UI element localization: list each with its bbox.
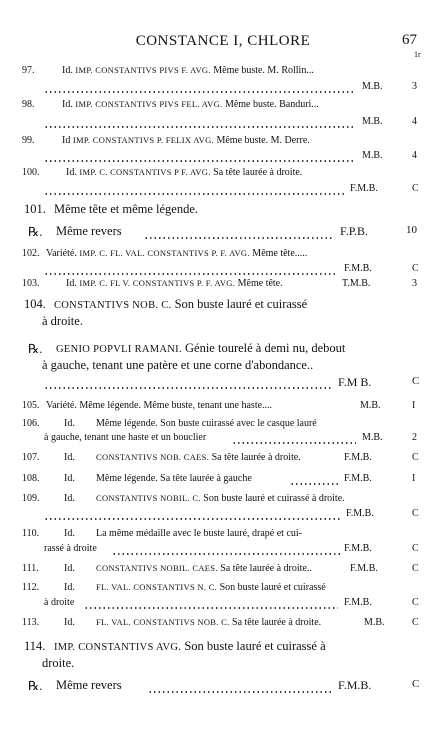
entry-109 xyxy=(0,493,446,507)
entry-text-continued: rassé à droite xyxy=(44,543,97,554)
page-number: 67 xyxy=(402,32,417,48)
entry-rarity: I xyxy=(412,400,416,411)
reverse-104-cont xyxy=(0,358,446,376)
coin-legend: FL. VAL. CONSTANTIVS N. C. xyxy=(96,582,218,592)
entry-107 xyxy=(0,452,446,466)
entry-text-continued: à droite. xyxy=(42,314,83,328)
entry-value: F.M.B. xyxy=(350,183,378,194)
entry-text: Id. IMP. C. CONSTANTIVS P F. AVG. Sa tête laurée à droite. xyxy=(66,167,303,178)
entry-rarity: C xyxy=(412,263,419,274)
coin-legend: IMP. C. CONSTANTIVS P F. AVG. xyxy=(79,167,211,177)
entry-text: FL. VAL. CONSTANTIVS NOB. C. Sa tête laurée à droite. xyxy=(96,617,322,628)
entry-rarity: C xyxy=(412,375,420,387)
entry-110-cont xyxy=(0,543,446,557)
entry-109-value-line xyxy=(0,508,446,522)
entry-text: Même revers xyxy=(56,678,122,692)
coin-legend: FL. VAL. CONSTANTIVS NOB. C. xyxy=(96,617,230,627)
entry-id: Id. xyxy=(64,563,75,574)
entry-97-value-line xyxy=(0,81,446,95)
entry-text: Id. IMP. CONSTANTIVS PIVS FEL. AVG. Même buste. Banduri... xyxy=(62,99,319,110)
entry-rarity: C xyxy=(412,452,419,463)
entry-112-cont xyxy=(0,597,446,611)
dot-leader xyxy=(144,237,334,239)
entry-value: F.P.B. xyxy=(340,224,369,238)
entry-id: Id. xyxy=(64,582,75,593)
entry-value: F.M.B. xyxy=(344,597,372,608)
coin-legend: IMP. CONSTANTIVS P. FELIX AVG. xyxy=(72,135,214,145)
entry-text: Même revers xyxy=(56,224,122,238)
entry-text: GENIO POPVLI RAMANI. Génie tourelé à demi nu, debout xyxy=(56,341,346,355)
coin-legend: CONSTANTIVS NOBIL. CAES. xyxy=(96,563,218,573)
entry-102-value-line xyxy=(0,263,446,277)
dot-leader xyxy=(290,483,338,485)
entry-100 xyxy=(0,167,446,181)
signature-mark: 1r xyxy=(414,50,421,59)
entry-text: CONSTANTIVS NOB. C. Son buste lauré et cuirassé xyxy=(54,297,308,311)
entry-rarity: 3 xyxy=(412,278,417,289)
entry-number: 101. xyxy=(24,202,46,216)
dot-leader xyxy=(84,607,338,609)
entry-text: CONSTANTIVS NOBIL. CAES. Sa tête laurée à droite.. xyxy=(96,563,312,574)
entry-text: Même légende. Sa tête laurée à gauche xyxy=(96,473,252,484)
entry-text: FL. VAL. CONSTANTIVS N. C. Son buste lauré et cuirassé xyxy=(96,582,326,593)
entry-id: Id. xyxy=(64,528,75,539)
dot-leader xyxy=(44,91,356,93)
entry-number: 114. xyxy=(24,639,46,653)
entry-rarity: I xyxy=(412,473,416,484)
entry-number: 110. xyxy=(22,528,40,539)
entry-rarity: C xyxy=(412,543,419,554)
entry-111 xyxy=(0,563,446,577)
coin-legend: IMP. C. FL V. CONSTANTIVS P. F. AVG. xyxy=(79,278,236,288)
entry-text: CONSTANTIVS NOB. CAES. Sa tête laurée à droite. xyxy=(96,452,301,463)
coin-legend: IMP. CONSTANTIVS PIVS FEL. AVG. xyxy=(75,99,223,109)
entry-value: F.M.B. xyxy=(344,543,372,554)
entry-value: T.M.B. xyxy=(342,278,371,289)
reverse-mark: ℞. xyxy=(28,342,43,356)
entry-number: 99. xyxy=(22,135,35,146)
entry-number: 104. xyxy=(24,297,46,311)
coin-legend: CONSTANTIVS NOB. CAES. xyxy=(96,452,210,462)
entry-value: F.M.B. xyxy=(344,452,372,463)
entry-id: Id. xyxy=(64,493,75,504)
entry-value: F.M B. xyxy=(338,375,372,389)
entry-rarity: 10 xyxy=(406,224,417,236)
entry-number: 105. xyxy=(22,400,40,411)
running-head: CONSTANCE I, CHLORE xyxy=(135,33,311,49)
reverse-mark: ℞. xyxy=(28,225,43,239)
entry-rarity: 4 xyxy=(412,150,417,161)
entry-104-cont xyxy=(0,314,446,332)
entry-value: F.M.B. xyxy=(346,508,374,519)
entry-number: 100. xyxy=(22,167,40,178)
entry-value: M.B. xyxy=(364,617,385,628)
entry-114 xyxy=(0,639,446,657)
entry-value: M.B. xyxy=(362,432,383,443)
entry-rarity: 2 xyxy=(412,432,417,443)
entry-text: Id IMP. CONSTANTIVS P. FELIX AVG. Même buste. M. Derre. xyxy=(62,135,310,146)
entry-id: Id. xyxy=(64,617,75,628)
entry-text-continued: à gauche, tenant une haste et un bouclier xyxy=(44,432,207,443)
dot-leader xyxy=(44,160,356,162)
coin-legend: GENIO POPVLI RAMANI. xyxy=(56,344,182,355)
entry-rarity: C xyxy=(412,563,419,574)
entry-text: Id. IMP. C. FL V. CONSTANTIVS P. F. AVG. Même tête. xyxy=(66,278,283,289)
entry-100-value-line xyxy=(0,183,446,197)
entry-114-cont xyxy=(0,656,446,674)
entry-number: 107. xyxy=(22,452,40,463)
dot-leader xyxy=(112,553,340,555)
entry-value: F.M.B. xyxy=(338,678,372,692)
entry-number: 112. xyxy=(22,582,40,593)
entry-110 xyxy=(0,528,446,542)
entry-103 xyxy=(0,278,446,292)
entry-rarity: C xyxy=(412,597,419,608)
reverse-104-value-line xyxy=(0,375,446,393)
entry-106 xyxy=(0,418,446,432)
entry-98-value-line xyxy=(0,116,446,130)
entry-rarity: 4 xyxy=(412,116,417,127)
entry-value: F.M.B. xyxy=(344,473,372,484)
entry-rarity: C xyxy=(412,678,420,690)
entry-rarity: C xyxy=(412,508,419,519)
entry-text: Id. IMP. CONSTANTIVS PIVS F. AVG. Même buste. M. Rollin... xyxy=(62,65,314,76)
entry-104 xyxy=(0,297,446,315)
entry-value: M.B. xyxy=(362,81,383,92)
entry-number: 108. xyxy=(22,473,40,484)
entry-text-continued: à droite xyxy=(44,597,75,608)
entry-rarity: C xyxy=(412,617,419,628)
entry-number: 106. xyxy=(22,418,40,429)
entry-rarity: 3 xyxy=(412,81,417,92)
dot-leader xyxy=(232,442,356,444)
entry-id: Id. xyxy=(64,418,75,429)
entry-text-continued: à gauche, tenant une patère et une corne d'abondance.. xyxy=(42,358,314,372)
entry-text: La même médaille avec le buste lauré, drapé et cui- xyxy=(96,528,303,539)
entry-text: IMP. CONSTANTIVS AVG. Son buste lauré et cuirassé à xyxy=(54,639,326,653)
entry-number: 109. xyxy=(22,493,40,504)
entry-98 xyxy=(0,99,446,113)
dot-leader xyxy=(44,518,342,520)
reverse-mark: ℞. xyxy=(28,679,43,693)
entry-number: 113. xyxy=(22,617,40,628)
entry-99-value-line xyxy=(0,150,446,164)
entry-number: 103. xyxy=(22,278,40,289)
dot-leader xyxy=(44,273,336,275)
reverse-101 xyxy=(0,224,446,242)
entry-text: CONSTANTIVS NOBIL. C. Son buste lauré et cuirassé à droite. xyxy=(96,493,345,504)
entry-text: Même légende. Son buste cuirassé avec le casque lauré xyxy=(96,418,317,429)
entry-101 xyxy=(0,202,446,220)
dot-leader xyxy=(44,126,356,128)
entry-id: Id. xyxy=(64,473,75,484)
entry-113 xyxy=(0,617,446,631)
entry-108 xyxy=(0,473,446,487)
entry-text: Variété. Même légende. Même buste, tenant une haste.... xyxy=(46,400,273,411)
entry-rarity: C xyxy=(412,183,419,194)
reverse-114 xyxy=(0,678,446,696)
coin-legend: CONSTANTIVS NOBIL. C. xyxy=(96,493,201,503)
coin-legend: IMP. CONSTANTIVS AVG. xyxy=(54,642,182,653)
entry-number: 98. xyxy=(22,99,35,110)
entry-112 xyxy=(0,582,446,596)
entry-number: 111. xyxy=(22,563,39,574)
entry-text: Variété. IMP. C. FL. VAL. CONSTANTIVS P. F. AVG. Même tête..... xyxy=(46,248,308,259)
entry-value: F.M.B. xyxy=(350,563,378,574)
entry-number: 102. xyxy=(22,248,40,259)
coin-legend: CONSTANTIVS NOB. C. xyxy=(54,300,172,311)
entry-99 xyxy=(0,135,446,149)
dot-leader xyxy=(148,691,332,693)
entry-value: M.B. xyxy=(362,150,383,161)
dot-leader xyxy=(44,387,332,389)
entry-106-cont xyxy=(0,432,446,446)
entry-id: Id. xyxy=(64,452,75,463)
entry-value: M.B. xyxy=(360,400,381,411)
entry-value: M.B. xyxy=(362,116,383,127)
entry-97 xyxy=(0,65,446,79)
entry-105 xyxy=(0,400,446,414)
coin-legend: IMP. CONSTANTIVS PIVS F. AVG. xyxy=(75,65,211,75)
coin-legend: IMP. C. FL. VAL. CONSTANTIVS P. F. AVG. xyxy=(79,248,250,258)
reverse-104 xyxy=(0,341,446,359)
entry-number: 97. xyxy=(22,65,35,76)
entry-text: Même tête et même légende. xyxy=(54,202,199,216)
entry-102 xyxy=(0,248,446,262)
dot-leader xyxy=(44,193,344,195)
entry-value: F.M.B. xyxy=(344,263,372,274)
entry-text-continued: droite. xyxy=(42,656,75,670)
